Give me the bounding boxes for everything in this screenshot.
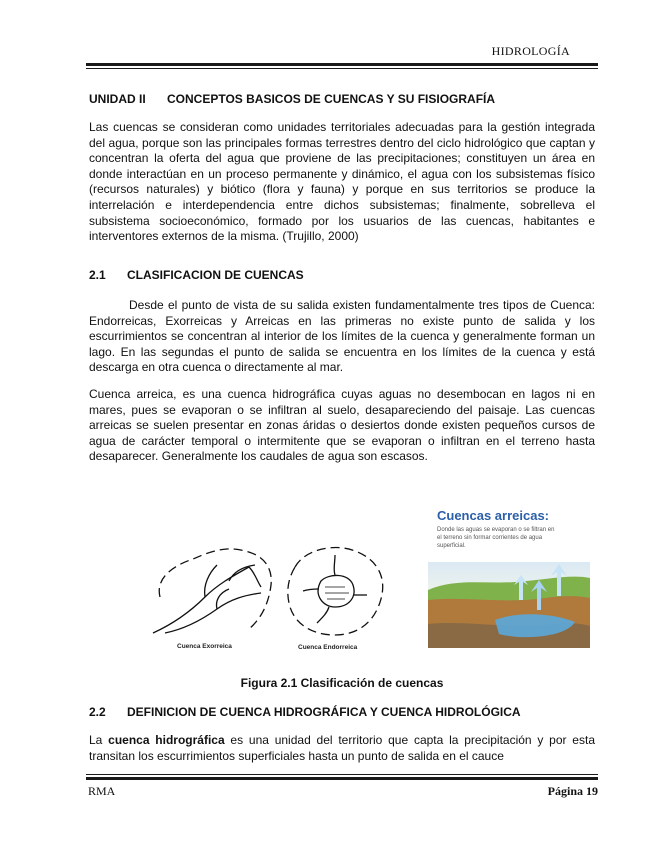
inset-title: Cuencas arreicas: [437,508,550,523]
arreica-landscape [425,500,592,660]
section-2-1-paragraph-2: Cuenca arreica, es una cuenca hidrográfica cuyas aguas no desembocan en lagos ni en mares, pues se evaporan o se infiltran al suelo, desapareciendo del paisaje. Las cuencas arreicas se suelen presentar en zonas áridas o desiertos donde existen pequeños cursos de agua de carácter temporal o intermitente que se evaporan o infiltran en el terreno hasta desaparecer. Generalmente los caudales de agua son escasos. [89,387,595,464]
lake-hatch [325,587,349,599]
intro-paragraph: Las cuencas se consideran como unidades territoriales adecuadas para la gestión integrada del agua, porque son las principales formas terrestres dentro del ciclo hidrológico que captan y concentran la oferta del agua que proviene de las precipitaciones; constituyen un área en donde interactúan en un proceso permanente y dinámico, el agua con los subsistemas físico (recursos naturales) y biótico (flora y fauna) y porque en sus territorios se produce la interrelación e interdependencia entre dichos subsistemas; finalmente, sobrelleva el subsistema socioeconómico, formado por los usuarios de las cuencas, habitantes e interventores externos de la misma. (Trujillo, 2000) [89,120,595,244]
section-number: 2.1 [89,268,106,282]
section-number: 2.2 [89,705,106,719]
exorreica-tributary [229,565,255,581]
section-2-1-heading [89,268,304,282]
paragraph-rest: es una unidad del territorio que capta la precipitación y por esta transitan los escurrimientos superficiales hasta un punto de salida en el cauce [89,733,595,763]
footer-author: RMA [88,784,116,798]
inset-description: Donde las aguas se evaporan o se filtran en el terreno sin formar corrientes de agua superficial. [437,527,555,549]
exorreica-tributary [165,593,261,633]
endorreica-inflow [303,589,319,591]
paragraph-lead: La [89,733,109,747]
label-exorreica: Cuenca Exorreica [177,643,232,650]
basin-sketch-drawing [145,537,395,659]
header-rule-thick [86,63,598,66]
exorreica-tributary [249,567,261,587]
section-2-2-heading [89,705,521,719]
endorreica-inflow [334,555,335,575]
term-cuenca-hidrografica: cuenca hidrográfica [108,733,225,747]
running-header-title: HIDROLOGÍA [491,44,570,58]
footer-page-number: Página 19 [547,784,598,798]
header-rule-thin [86,68,598,69]
exorreica-divide [159,549,271,629]
endorreica-inflow [317,607,329,623]
label-endorreica: Cuenca Endorreica [298,644,358,651]
section-2-2-paragraph [89,733,595,764]
footer-rule-thick [86,777,598,780]
basin-sketch-figure [145,537,395,659]
arreica-illustration [425,500,592,660]
section-title: DEFINICION DE CUENCA HIDROGRÁFICA Y CUENCA HIDROLÓGICA [127,705,521,719]
endorreica-lake [318,575,354,607]
section-title: CLASIFICACION DE CUENCAS [127,268,304,282]
unit-number: UNIDAD II [89,92,146,106]
section-2-1-paragraph-1: Desde el punto de vista de su salida existen fundamentalmente tres tipos de Cuenca: Endorreicas, Exorreicas y Arreicas en las primeras no existe punto de salida y los escurrimientos se concentran al interior de los límites de la cuenca y generalmente forman un lago. En las segundas el punto de salida se encuentra en los límites de la cuenca y está descarga en otra cuenca o directamente al mar. [89,298,595,375]
unit-heading [89,92,495,106]
footer-rule-thin [86,774,598,775]
figure-caption: Figura 2.1 Clasificación de cuencas [240,676,444,690]
unit-title: CONCEPTOS BASICOS DE CUENCAS Y SU FISIOGRAFÍA [167,92,496,106]
